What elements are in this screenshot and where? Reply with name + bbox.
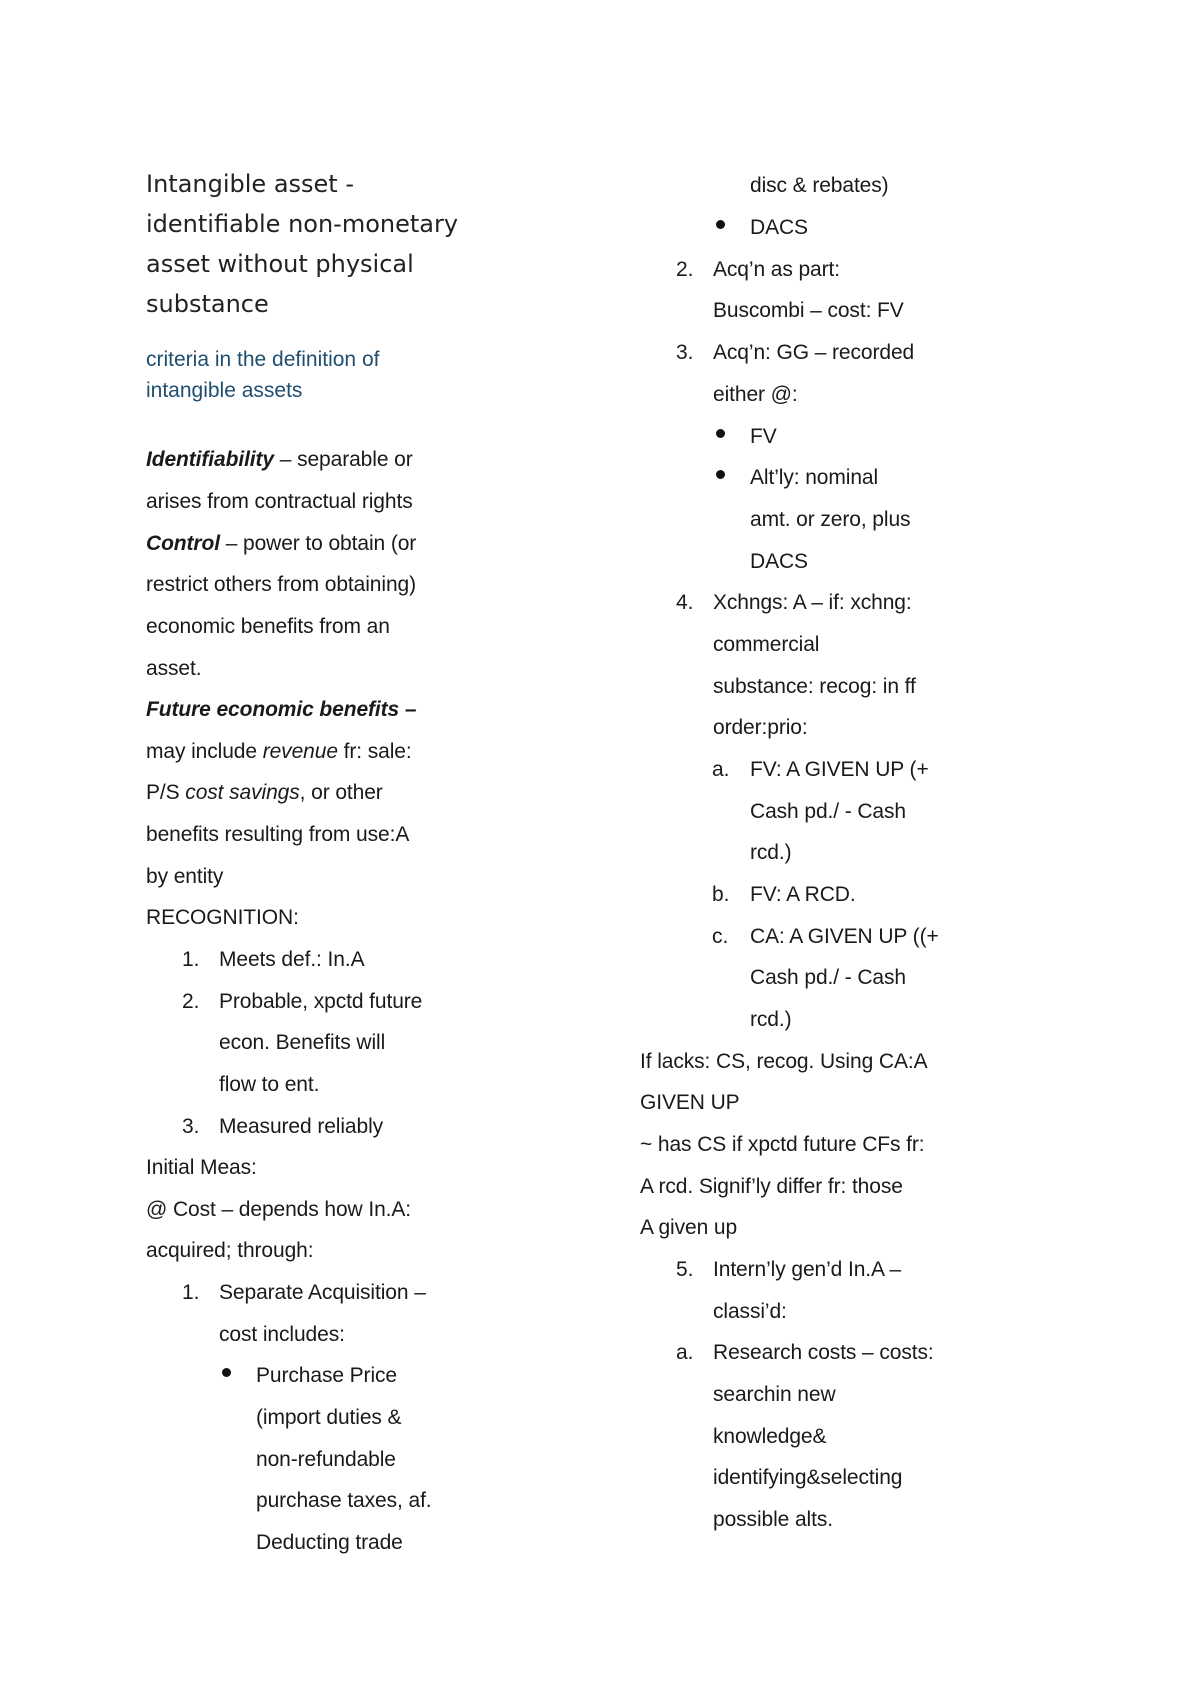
control-text: – power to obtain (or <box>219 532 417 555</box>
continued-line: disc & rebates) <box>750 174 889 197</box>
future-text-c: fr: sale: <box>337 740 412 763</box>
future-line-3: benefits resulting from use:A <box>146 823 410 846</box>
recognition-item-3-number: 3. <box>182 1115 200 1138</box>
item-4c-line-3: rcd.) <box>750 1008 792 1031</box>
future-line-2 <box>146 779 383 807</box>
item-4a-line-1: FV: A GIVEN UP (+ <box>750 758 929 781</box>
future-text-a: may include <box>146 740 263 763</box>
item-5-line-2: classi’d: <box>713 1300 787 1323</box>
future-line-4: by entity <box>146 865 224 888</box>
recognition-item-1-number: 1. <box>182 948 200 971</box>
identifiability-line-2: arises from contractual rights <box>146 490 413 513</box>
item-4-line-4: order:prio: <box>713 716 808 739</box>
recognition-item-1-text: Meets def.: In.A <box>219 948 365 971</box>
control-term: Control <box>146 532 220 555</box>
future-text-ps: P/S <box>146 781 186 804</box>
lacks-line-1: If lacks: CS, recog. Using CA:A <box>640 1050 928 1073</box>
item-2-number: 2. <box>676 258 694 281</box>
purchase-price-line-3: non-refundable <box>256 1448 396 1471</box>
item-5a-letter: a. <box>676 1341 694 1364</box>
title-line-3: asset without physical <box>146 250 414 278</box>
lacks-line-3: ~ has CS if xpctd future CFs fr: <box>640 1133 925 1156</box>
gg-bullet-2-line-3: DACS <box>750 550 808 573</box>
recognition-item-2-line-1: Probable, xpctd future <box>219 990 423 1013</box>
purchase-price-line-1: Purchase Price <box>256 1364 397 1387</box>
lacks-line-5: A given up <box>640 1216 738 1239</box>
dacs-bullet-text: DACS <box>750 216 808 239</box>
identifiability-term: Identifiability <box>146 448 275 471</box>
purchase-price-line-2: (import duties & <box>256 1406 402 1429</box>
item-4b-line-1: FV: A RCD. <box>750 883 856 906</box>
gg-bullet-2-line-1: Alt’ly: nominal <box>750 466 879 489</box>
item-5a-line-2: searchin new <box>713 1383 836 1406</box>
identifiability-line <box>146 446 413 474</box>
title-line-1: Intangible asset - <box>146 170 354 198</box>
item-3-line-2: either @: <box>713 383 798 406</box>
item-5a-line-3: knowledge& <box>713 1425 827 1448</box>
future-text-cost-savings: cost savings <box>185 781 300 804</box>
item-5a-line-5: possible alts. <box>713 1508 833 1531</box>
item-4-number: 4. <box>676 591 694 614</box>
control-line-2: restrict others from obtaining) <box>146 573 417 596</box>
recognition-item-2-line-2: econ. Benefits will <box>219 1031 386 1054</box>
recognition-heading: RECOGNITION: <box>146 906 299 929</box>
identifiability-text: – separable or <box>274 448 413 471</box>
item-5-line-1: Intern’ly gen’d In.A – <box>713 1258 902 1281</box>
item-4a-line-3: rcd.) <box>750 841 792 864</box>
item-3-line-1: Acq’n: GG – recorded <box>713 341 915 364</box>
recognition-item-3-text: Measured reliably <box>219 1115 384 1138</box>
future-benefits-term: Future economic benefits – <box>146 698 417 721</box>
gg-bullet-2-line-2: amt. or zero, plus <box>750 508 911 531</box>
item-5a-line-1: Research costs – costs: <box>713 1341 934 1364</box>
separate-acquisition-number: 1. <box>182 1281 200 1304</box>
subheading-line-1: criteria in the definition of <box>146 348 380 371</box>
item-4-line-2: commercial <box>713 633 820 656</box>
bullet-icon <box>716 220 725 229</box>
item-5-number: 5. <box>676 1258 694 1281</box>
item-2-line-2: Buscombi – cost: FV <box>713 299 904 322</box>
control-line <box>146 530 416 558</box>
subheading-line-2: intangible assets <box>146 379 303 402</box>
item-4c-line-2: Cash pd./ - Cash <box>750 966 906 989</box>
item-4a-letter: a. <box>712 758 730 781</box>
separate-acquisition-line-2: cost includes: <box>219 1323 345 1346</box>
future-text-revenue: revenue <box>262 740 338 763</box>
item-4a-line-2: Cash pd./ - Cash <box>750 800 906 823</box>
purchase-price-line-5: Deducting trade <box>256 1531 403 1554</box>
gg-bullet-1-text: FV <box>750 425 777 448</box>
control-line-3: economic benefits from an <box>146 615 390 638</box>
item-3-number: 3. <box>676 341 694 364</box>
recognition-item-2-number: 2. <box>182 990 200 1013</box>
item-5a-line-4: identifying&selecting <box>713 1466 903 1489</box>
item-4b-letter: b. <box>712 883 730 906</box>
recognition-item-2-line-3: flow to ent. <box>219 1073 320 1096</box>
lacks-line-2: GIVEN UP <box>640 1091 740 1114</box>
lacks-line-4: A rcd. Signif’ly differ fr: those <box>640 1175 903 1198</box>
bullet-icon <box>222 1368 231 1377</box>
bullet-icon <box>716 429 725 438</box>
item-4-line-3: substance: recog: in ff <box>713 675 916 698</box>
item-4-line-1: Xchngs: A – if: xchng: <box>713 591 912 614</box>
future-line-1 <box>146 738 412 766</box>
bullet-icon <box>716 470 725 479</box>
control-line-4: asset. <box>146 657 202 680</box>
cost-line-2: acquired; through: <box>146 1239 314 1262</box>
initial-meas-heading: Initial Meas: <box>146 1156 257 1179</box>
title-line-2: identifiable non-monetary <box>146 210 459 238</box>
item-4c-letter: c. <box>712 925 729 948</box>
item-2-line-1: Acq’n as part: <box>713 258 840 281</box>
future-text-other: , or other <box>299 781 383 804</box>
separate-acquisition-line-1: Separate Acquisition – <box>219 1281 426 1304</box>
cost-line-1: @ Cost – depends how In.A: <box>146 1198 412 1221</box>
item-4c-line-1: CA: A GIVEN UP ((+ <box>750 925 939 948</box>
title-line-4: substance <box>146 290 269 318</box>
purchase-price-line-4: purchase taxes, af. <box>256 1489 432 1512</box>
